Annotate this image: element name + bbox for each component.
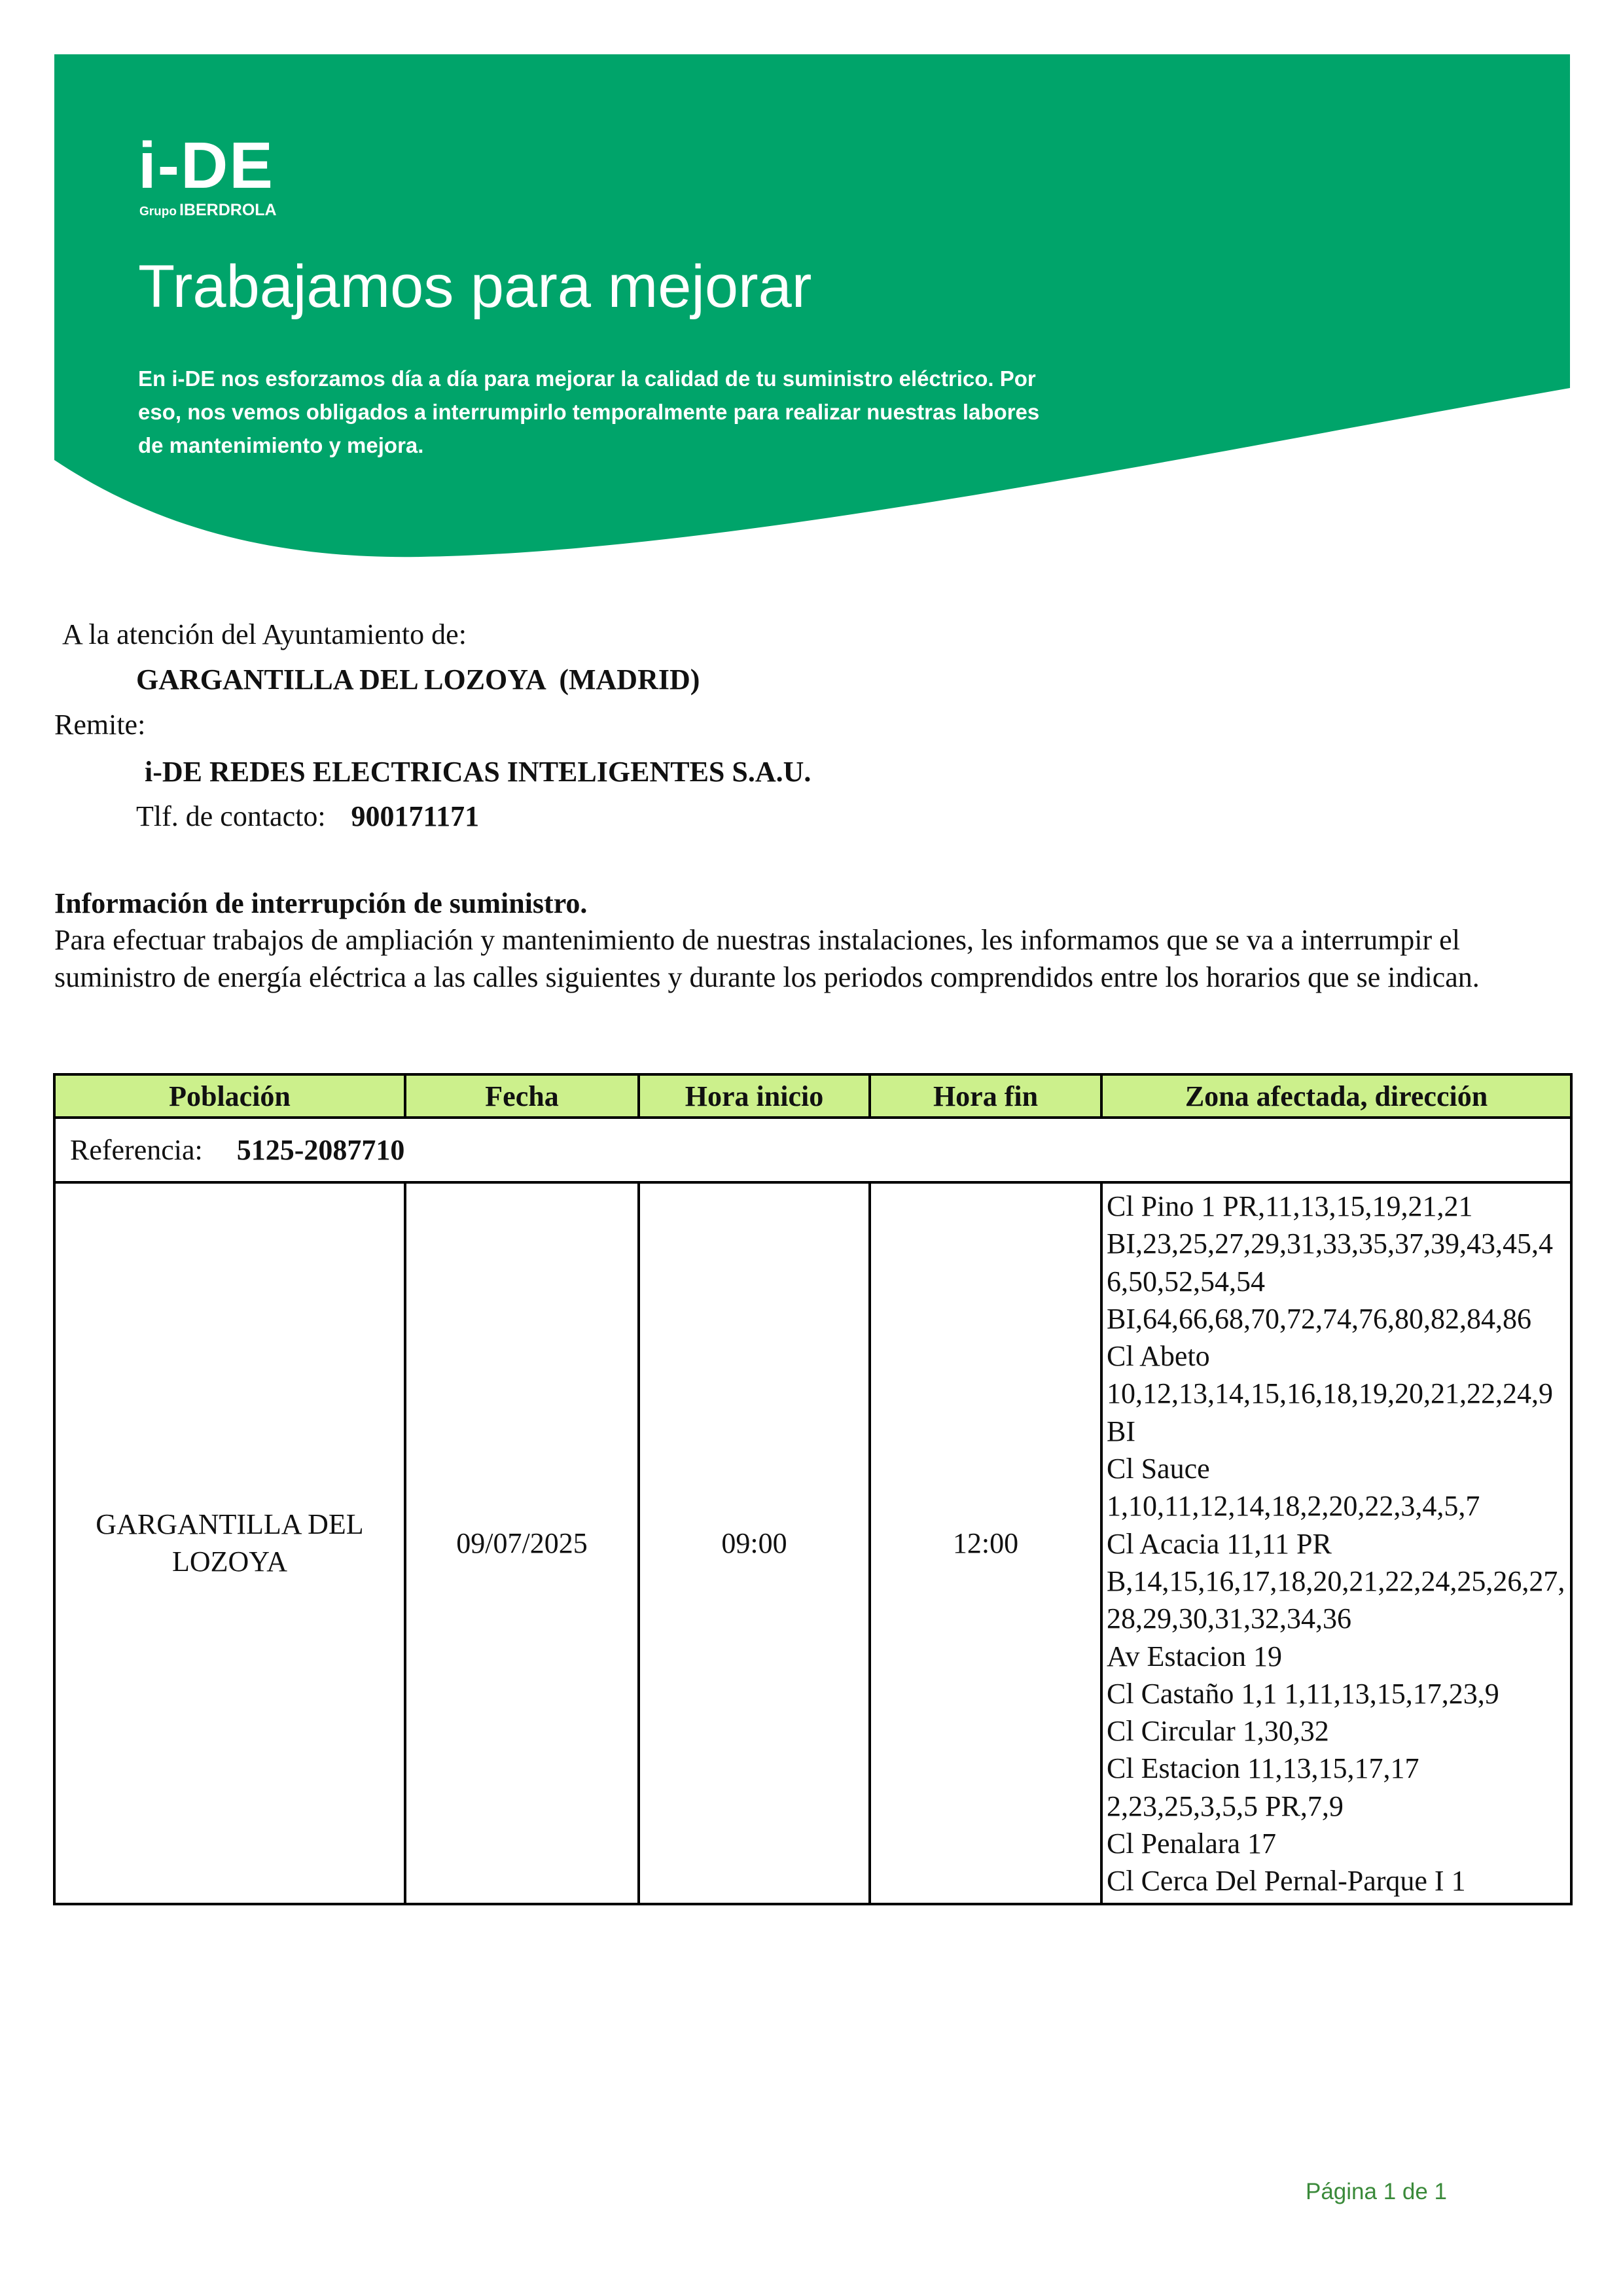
municipality-name: GARGANTILLA DEL LOZOYA (MADRID) bbox=[136, 663, 700, 696]
cell-poblacion: GARGANTILLA DEL LOZOYA bbox=[54, 1182, 405, 1904]
attention-label: A la atención del Ayuntamiento de: bbox=[62, 618, 467, 650]
logo-sub-prefix: Grupo bbox=[139, 205, 177, 219]
phone-number: 900171171 bbox=[351, 800, 480, 832]
reference-cell bbox=[54, 1118, 1571, 1182]
reference-row bbox=[54, 1118, 1571, 1182]
column-header-hora-fin: Hora fin bbox=[870, 1074, 1101, 1118]
zona-item: Cl Estacion 11,13,15,17,17 2,23,25,3,5,5 PR,7,9 bbox=[1107, 1752, 1419, 1822]
phone-label: Tlf. de contacto: bbox=[136, 800, 326, 832]
info-paragraph: Para efectuar trabajos de ampliación y mantenimiento de nuestras instalaciones, les informamos que se va a interrumpir el suministro de energía eléctrica a las calles siguientes y durante los periodos comprendidos entre los horarios que se indican. bbox=[54, 924, 1480, 993]
reference-number: 5125-2087710 bbox=[236, 1134, 405, 1166]
sender-label: Remite: bbox=[54, 709, 146, 741]
page-number: Página 1 de 1 bbox=[1306, 2179, 1448, 2204]
table-header-row bbox=[54, 1074, 1571, 1118]
zona-item: Cl Sauce 1,10,11,12,14,18,2,20,22,3,4,5,7 bbox=[1107, 1453, 1480, 1523]
zona-item: Cl Circular 1,30,32 bbox=[1107, 1715, 1329, 1748]
column-header-poblacion: Población bbox=[54, 1074, 405, 1118]
zona-item: Cl Pino 1 PR,11,13,15,19,21,21 BI,23,25,27,29,31,33,35,37,39,43,45,46,50,52,54,54 BI,64,66,68,70,72,74,76,80,82,84,86 bbox=[1107, 1190, 1553, 1335]
cell-hora-inicio: 09:00 bbox=[639, 1182, 870, 1904]
banner-text: En i-DE nos esforzamos día a día para mejorar la calidad de tu suministro eléctrico. Por eso, nos vemos obligados a interrumpirlo temporalmente para realizar nuestras labores de mantenimiento y mejora. bbox=[138, 366, 1040, 457]
banner-title: Trabajamos para mejorar bbox=[138, 253, 812, 320]
cell-zona bbox=[1101, 1182, 1571, 1904]
cell-fecha: 09/07/2025 bbox=[405, 1182, 639, 1904]
zona-item: Cl Abeto 10,12,13,14,15,16,18,19,20,21,22,24,9 BI bbox=[1107, 1340, 1553, 1447]
column-header-zona: Zona afectada, dirección bbox=[1101, 1074, 1571, 1118]
column-header-fecha: Fecha bbox=[405, 1074, 639, 1118]
ide-logo bbox=[138, 129, 277, 220]
table-row bbox=[54, 1182, 1571, 1904]
zona-item: Cl Castaño 1,1 1,11,13,15,17,23,9 bbox=[1107, 1677, 1499, 1710]
zona-item: Cl Acacia 11,11 PR B,14,15,16,17,18,20,21,22,24,25,26,27,28,29,30,31,32,34,36 bbox=[1107, 1527, 1565, 1635]
interruption-table bbox=[53, 1073, 1573, 1905]
zona-item: Cl Penalara 17 bbox=[1107, 1828, 1277, 1860]
cell-hora-fin: 12:00 bbox=[870, 1182, 1101, 1904]
sender-name: i-DE REDES ELECTRICAS INTELIGENTES S.A.U. bbox=[145, 756, 812, 788]
header-banner bbox=[54, 54, 1570, 565]
reference-label: Referencia: bbox=[70, 1134, 203, 1166]
logo-text: i-DE bbox=[138, 129, 274, 202]
zona-item: Av Estacion 19 bbox=[1107, 1640, 1283, 1672]
info-title: Información de interrupción de suministro. bbox=[54, 887, 588, 919]
zona-item: Cl Cerca Del Pernal-Parque I 1 bbox=[1107, 1865, 1466, 1898]
logo-wordmark bbox=[138, 129, 277, 202]
logo-subtitle bbox=[139, 201, 277, 220]
logo-sub-text: IBERDROLA bbox=[179, 201, 277, 219]
phone-line bbox=[136, 800, 479, 834]
column-header-hora-inicio: Hora inicio bbox=[639, 1074, 870, 1118]
